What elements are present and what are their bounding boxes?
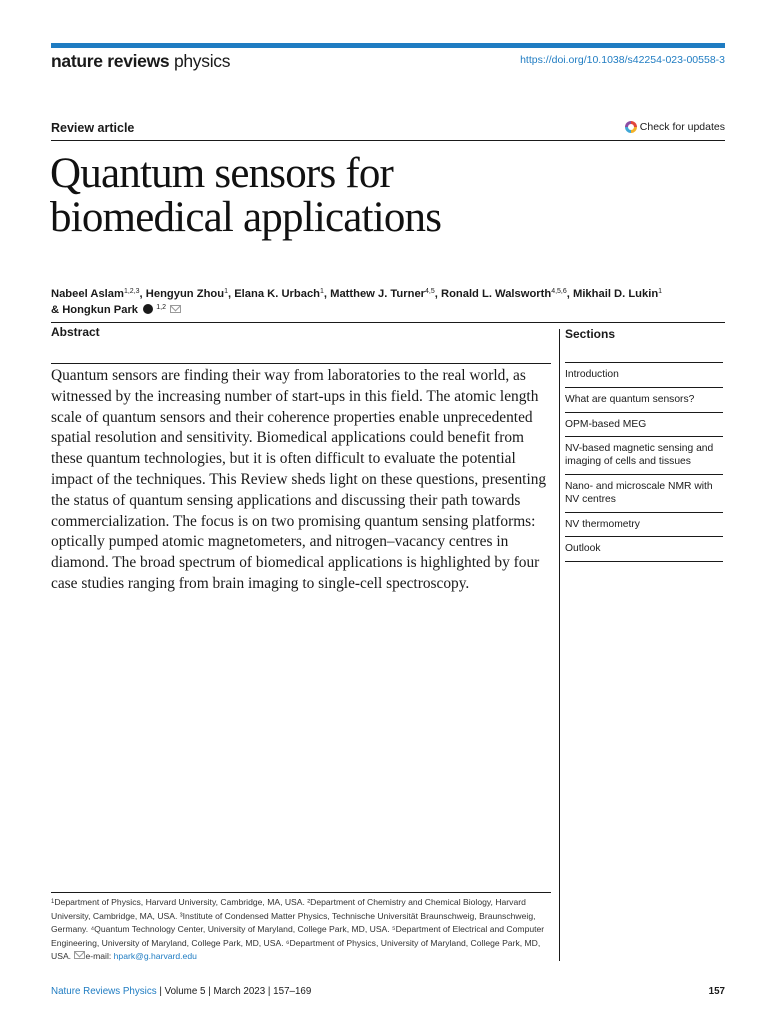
author-affiliation: 1 [320,288,324,295]
article-title [50,152,710,240]
author-separator: , [323,288,331,300]
page-number: 157 [708,986,725,997]
section-link-outlook[interactable]: Outlook [565,537,723,562]
author-affiliation: 1 [658,288,663,295]
author-name[interactable]: Nabeel Aslam [51,288,124,300]
author-name[interactable]: Hengyun Zhou [145,288,225,300]
title-line-2: biomedical applications [50,194,442,241]
authors-divider [51,322,725,323]
author-affiliation: 4,5 [425,288,435,295]
author-name[interactable]: Mikhail D. Lukin [573,288,659,300]
section-link-nv-thermometry[interactable]: NV thermometry [565,513,723,538]
author-separator: , [434,288,441,300]
email-label: e-mail: [85,951,114,962]
page-footer-citation [51,986,311,997]
column-divider [559,329,560,961]
author-separator: , [139,288,146,300]
author-name[interactable]: Matthew J. Turner [330,288,426,300]
author-name[interactable]: Elana K. Urbach [234,288,320,300]
author-affiliation: 1,2,3 [123,288,140,295]
footnotes-divider [51,892,551,893]
title-line-1: Quantum sensors for [50,150,394,197]
journal-name-bold: nature reviews [51,51,170,71]
author-separator: , [227,288,235,300]
section-link-nmr-nv-centres[interactable]: Nano- and microscale NMR with NV centres [565,475,723,513]
footnote-marker: 1 [51,899,55,905]
affiliations-text: Department of Physics, Harvard University, Cambridge, MA, USA. ²Department of Chemistry and Chemical Biology, Harvard University, Cambridge, MA, USA. ³Institute of Condensed Matter Physics, Technische Universität Braunschweig, Braunschweig, Germany. ⁴Quantum Technology Center, University of Maryland, College Park, MD, USA. ⁵Department of Electrical and Computer Engineering, University of Maryland, College Park, MD, USA. ⁶Department of Physics, University of Maryland, College Park, MD, USA. [51,897,545,962]
check-for-updates-label: Check for updates [639,121,725,133]
footer-issue: | Volume 5 | March 2023 | 157–169 [156,986,312,997]
section-link-nv-magnetic-sensing[interactable]: NV-based magnetic sensing and imaging of cells and tissues [565,437,723,475]
doi-link[interactable]: https://doi.org/10.1038/s42254-023-00558-3 [520,54,725,66]
section-link-introduction[interactable]: Introduction [565,363,723,388]
orcid-icon[interactable] [143,304,153,314]
footer-journal-name[interactable]: Nature Reviews Physics [51,986,157,997]
abstract-divider [51,363,551,364]
author-separator: , [566,288,573,300]
header-divider [51,140,725,141]
email-icon[interactable] [170,305,181,313]
author-name[interactable]: Ronald L. Walsworth [440,288,552,300]
abstract-text: Quantum sensors are finding their way from laboratories to the real world, as witnessed by the increasing number of start-ups in this field. The atomic length scale of quantum sensors and their coherence properties enable unprecedented spatial resolution and sensitivity. Biomedical applications could benefit from these quantum technologies, but it is often difficult to evaluate the potential impact of the techniques. This Review sheds light on these questions, presenting the status of quantum sensing applications and discussing their path towards commercialization. The focus is on two promising quantum sensing platforms: optically pumped atomic magnetometers, and nitrogen–vacancy centres in diamond. The broad spectrum of biomedical applications is highlighted by four case studies ranging from brain imaging to single-cell spectroscopy. [51,367,547,592]
journal-header-bar [51,43,725,48]
author-name[interactable]: & Hongkun Park [51,304,139,316]
author-affiliation: 1,2 [156,304,166,311]
journal-name [51,51,230,72]
article-type: Review article [51,121,135,135]
section-link-opm-based-meg[interactable]: OPM-based MEG [565,413,723,438]
author-list [51,286,725,318]
sections-nav [565,326,723,562]
sections-heading: Sections [565,326,723,363]
journal-name-light: physics [173,51,231,71]
section-link-what-are-quantum-sensors[interactable]: What are quantum sensors? [565,388,723,413]
email-icon [74,951,85,959]
abstract-heading: Abstract [51,325,100,339]
crossmark-icon [625,121,637,133]
author-affiliation: 1 [224,288,228,295]
corresponding-email-link[interactable]: hpark@g.harvard.edu [113,951,197,962]
author-affiliation: 4,5,6 [551,288,567,295]
check-for-updates-button[interactable] [625,121,725,133]
affiliations-footnote [51,896,551,964]
